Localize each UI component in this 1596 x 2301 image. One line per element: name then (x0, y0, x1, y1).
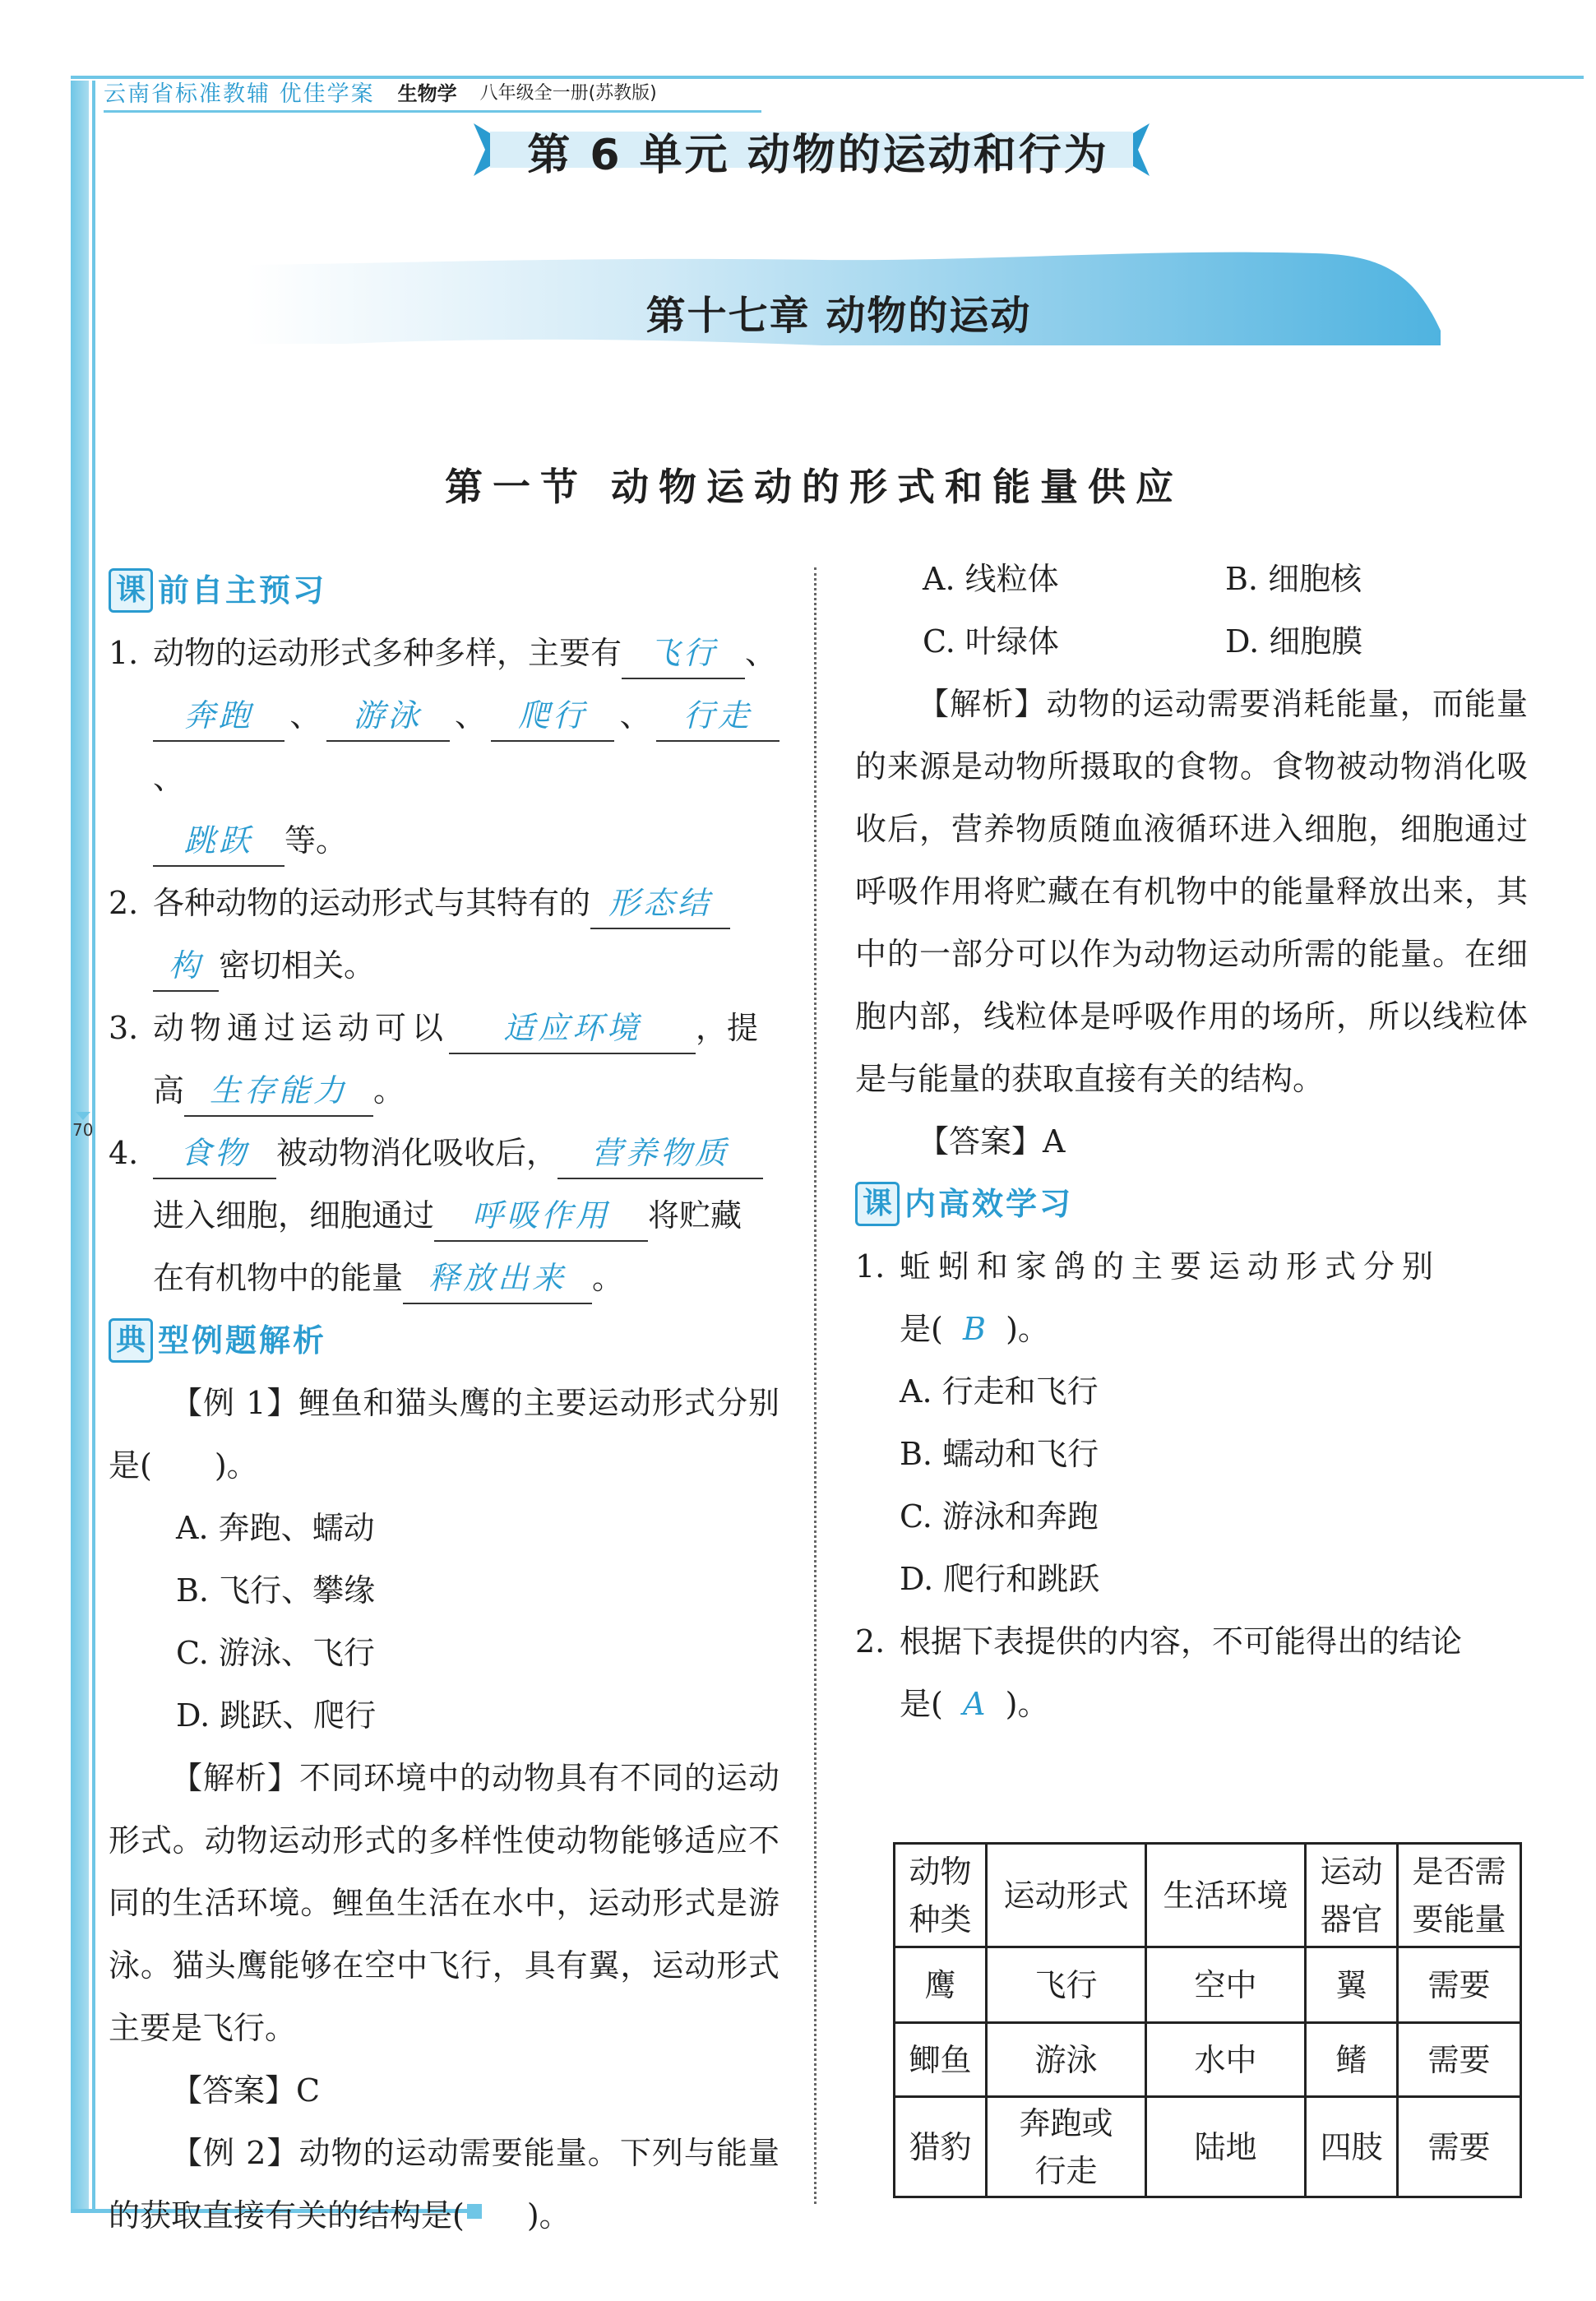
answer-text: B (963, 1311, 986, 1347)
table-cell: 奔跑或 行走 (987, 2097, 1146, 2197)
section-badge: 课 (855, 1182, 900, 1226)
page-number: 70 (72, 1120, 94, 1140)
table-cell: 四肢 (1306, 2097, 1398, 2197)
preview-question-4: 4. 食物 被动物消化吸收后， 营养物质 进入细胞，细胞通过 呼吸作用 将贮藏 在有机物中的能量 释放出来 。 (109, 1122, 779, 1309)
example-1-option: D. 跳跃、爬行 (176, 1697, 377, 1734)
answer-blank: 释放出来 (403, 1255, 592, 1304)
example-2-options-row (855, 548, 1528, 610)
section-title: 第一节 动物运动的形式和能量供应 (444, 465, 1183, 509)
classwork-heading (855, 1173, 1528, 1235)
classwork-1-option: C. 游泳和奔跑 (900, 1498, 1099, 1535)
answer-blank: 飞行 (622, 630, 745, 679)
table-cell: 鲫鱼 (895, 2023, 987, 2097)
example-2-options-row (855, 610, 1528, 673)
table-cell: 翼 (1306, 1947, 1398, 2023)
preview-question-2: 2. 各种动物的运动形式与其特有的 形态结 构 密切相关。 (109, 872, 779, 997)
answer-blank: 跳跃 (153, 817, 285, 867)
running-header (104, 76, 657, 108)
example-1-analysis: 【解析】不同环境中的动物具有不同的运动形式。动物运动形式的多样性使动物能够适应不同的生活环境。鲤鱼生活在水中，运动形式是游泳。猫头鹰能够在空中飞行，具有翼，运动形式主要是飞行。 (109, 1760, 779, 2046)
answer-blank: 适应环境 (449, 1005, 696, 1054)
table-cell: 鳍 (1306, 2023, 1398, 2097)
examples-heading-text: 型例题解析 (158, 1322, 327, 1359)
section-badge: 课 (109, 568, 153, 613)
left-margin-bar (71, 81, 89, 2212)
answer-blank: 构 (153, 942, 219, 992)
section-badge: 典 (109, 1318, 153, 1363)
table-cell: 鹰 (895, 1947, 987, 2023)
classwork-1-option: A. 行走和飞行 (900, 1373, 1099, 1410)
answer-blank: 呼吸作用 (434, 1192, 648, 1242)
table-cell: 需要 (1398, 1947, 1521, 2023)
example-2-stem: 【例 2】动物的运动需要能量。下列与能量的获取直接有关的结构是( )。 (109, 2135, 779, 2234)
answer-blank: 形态结 (590, 880, 730, 929)
header-series: 云南省标准教辅 优佳学案 (104, 81, 375, 107)
example-1-option: A. 奔跑、蠕动 (176, 1510, 375, 1546)
answer-blank: 爬行 (491, 692, 614, 742)
classwork-heading-text: 内高效学习 (904, 1186, 1074, 1222)
left-column (109, 559, 779, 2247)
left-margin-line (92, 81, 95, 2212)
table-cell: 游泳 (987, 2023, 1146, 2097)
example-2-answer: 【答案】A (918, 1123, 1066, 1160)
table-cell: 猎豹 (895, 2097, 987, 2197)
example-2-option: C. 叶绿体 (923, 623, 1059, 660)
table-header-cell: 是否需 要能量 (1398, 1844, 1521, 1947)
preview-question-1: 1. 动物的运动形式多种多样，主要有 飞行 、 奔跑 、 游泳 、 爬行 、 行走、 跳跃 等。 (109, 622, 779, 872)
answer-blank: 食物 (153, 1130, 276, 1179)
examples-heading (109, 1309, 779, 1372)
table-row (895, 2023, 1521, 2097)
table-header-cell: 运动 器官 (1306, 1844, 1398, 1947)
example-1-option: B. 飞行、攀缘 (176, 1572, 376, 1609)
animal-movement-table (893, 1842, 1522, 2198)
example-1-answer: 【答案】C (171, 2072, 321, 2109)
table-row (895, 1947, 1521, 2023)
example-2-option: D. 细胞膜 (1225, 623, 1363, 660)
answer-blank: 生存能力 (184, 1067, 373, 1117)
header-underline (104, 110, 761, 113)
page-number-notch (76, 1112, 90, 1120)
right-column (855, 548, 1528, 1735)
answer-text: A (963, 1686, 986, 1722)
unit-title: 第 6 单元 动物的运动和行为 (527, 131, 1109, 180)
column-divider (814, 567, 817, 2204)
example-1-stem: 【例 1】鲤鱼和猫头鹰的主要运动形式分别是( )。 (109, 1385, 779, 1484)
header-grade: 八年级全一册(苏教版) (479, 83, 657, 104)
example-2-analysis: 【解析】动物的运动需要消耗能量，而能量的来源是动物所摄取的食物。食物被动物消化吸收后，营养物质随血液循环进入细胞，细胞通过呼吸作用将贮藏在有机物中的能量释放出来，其中的一部分可以作为动物运动所需的能量。在细胞内部，线粒体是呼吸作用的场所，所以线粒体是与能量的获取直接有关的结构。 (855, 686, 1528, 1097)
table-header-cell: 运动形式 (987, 1844, 1146, 1947)
preview-heading (109, 559, 779, 622)
table-header-cell: 动物 种类 (895, 1844, 987, 1947)
table-header-row (895, 1844, 1521, 1947)
table-row (895, 2097, 1521, 2197)
table-cell: 需要 (1398, 2097, 1521, 2197)
table-cell: 飞行 (987, 1947, 1146, 2023)
preview-question-3: 3. 动物通过运动可以 适应环境 ，提 高 生存能力 。 (109, 997, 779, 1122)
table-cell: 水中 (1146, 2023, 1306, 2097)
table-cell: 陆地 (1146, 2097, 1306, 2197)
answer-blank: 游泳 (326, 692, 450, 742)
answer-blank: 营养物质 (557, 1130, 763, 1179)
classwork-question-2: 2. 根据下表提供的内容，不可能得出的结论 是( A )。 (855, 1623, 1463, 1722)
example-1-option: C. 游泳、飞行 (176, 1635, 375, 1671)
classwork-question-1: 1. 蚯蚓和家鸽的主要运动形式分别 是( B )。 (855, 1248, 1441, 1347)
preview-heading-text: 前自主预习 (158, 572, 327, 609)
table-cell: 空中 (1146, 1947, 1306, 2023)
table-cell: 需要 (1398, 2023, 1521, 2097)
table-header-cell: 生活环境 (1146, 1844, 1306, 1947)
example-2-option: A. 线粒体 (923, 561, 1059, 597)
answer-blank: 奔跑 (153, 692, 285, 742)
chapter-title: 第十七章 动物的运动 (645, 293, 1032, 339)
classwork-1-option: D. 爬行和跳跃 (900, 1561, 1100, 1597)
classwork-1-option: B. 蠕动和飞行 (900, 1436, 1099, 1472)
answer-blank: 行走 (656, 692, 779, 742)
example-2-option: B. 细胞核 (1225, 561, 1362, 597)
header-subject: 生物学 (397, 82, 457, 105)
